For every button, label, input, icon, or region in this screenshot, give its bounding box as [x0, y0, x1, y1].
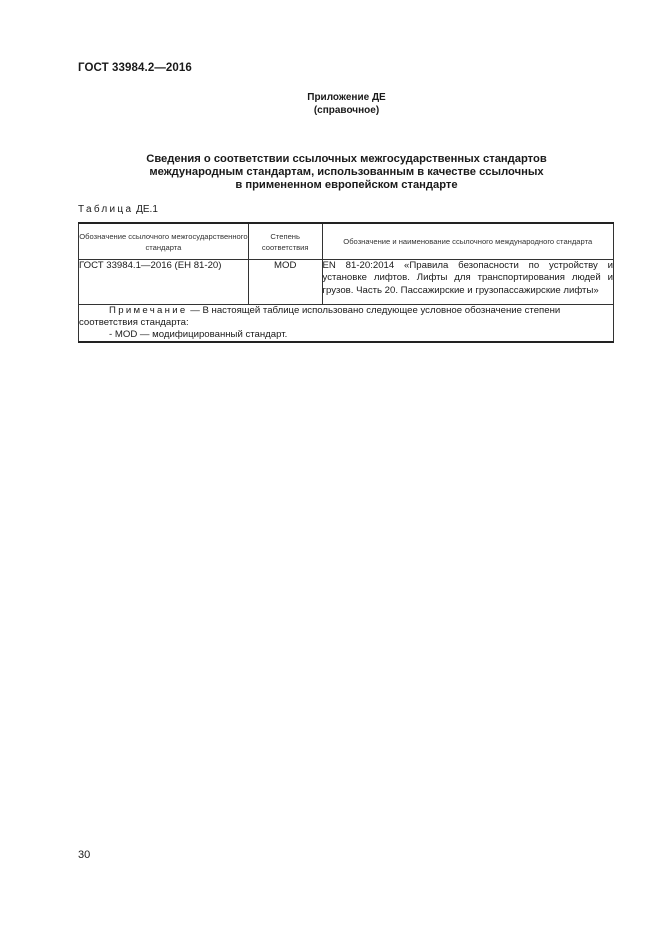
note-label: Примечание	[109, 305, 188, 316]
cell-international-standard: EN 81-20:2014 «Правила безопасности по устройству и установке лифтов. Лифты для транспортирования людей и грузов. Часть 20. Пассажирские и грузопассажирские лифты»	[322, 260, 613, 305]
reference-table	[78, 222, 614, 343]
cell-degree: MOD	[248, 260, 322, 305]
cell-national-standard: ГОСТ 33984.1—2016 (ЕН 81-20)	[79, 260, 249, 305]
annex-title: Приложение ДЕ	[307, 92, 386, 103]
table-note-row	[79, 305, 614, 343]
standard-code-header: ГОСТ 33984.2—2016	[78, 62, 192, 74]
table-row	[79, 260, 614, 305]
note-line	[79, 305, 613, 329]
column-header-international: Обозначение и наименование ссылочного международного стандарта	[322, 223, 613, 260]
table-header-row	[79, 223, 614, 260]
table-caption-number: ДЕ.1	[136, 204, 158, 215]
annex-subtitle: (справочное)	[313, 104, 380, 116]
note-text: — В настоящей таблице использовано следующее условное обозначение степени соответствия стандарта:	[79, 305, 561, 328]
column-header-national: Обозначение ссылочного межгосударственного стандарта	[79, 223, 249, 260]
heading-line-3: в примененном европейском стандарте	[235, 179, 458, 191]
annex-heading	[0, 153, 661, 192]
heading-line-2: международным стандартам, использованным в качестве ссылочных	[149, 166, 544, 178]
column-header-degree: Степень соответствия	[248, 223, 322, 260]
note-item: - MOD — модифицированный стандарт.	[109, 329, 288, 340]
table-caption-word: Таблица	[78, 204, 134, 215]
annex-block	[0, 92, 661, 117]
table-caption	[78, 204, 158, 215]
heading-line-1: Сведения о соответствии ссылочных межгосударственных стандартов	[146, 153, 547, 165]
table-note	[79, 305, 614, 343]
page-number: 30	[78, 849, 91, 861]
